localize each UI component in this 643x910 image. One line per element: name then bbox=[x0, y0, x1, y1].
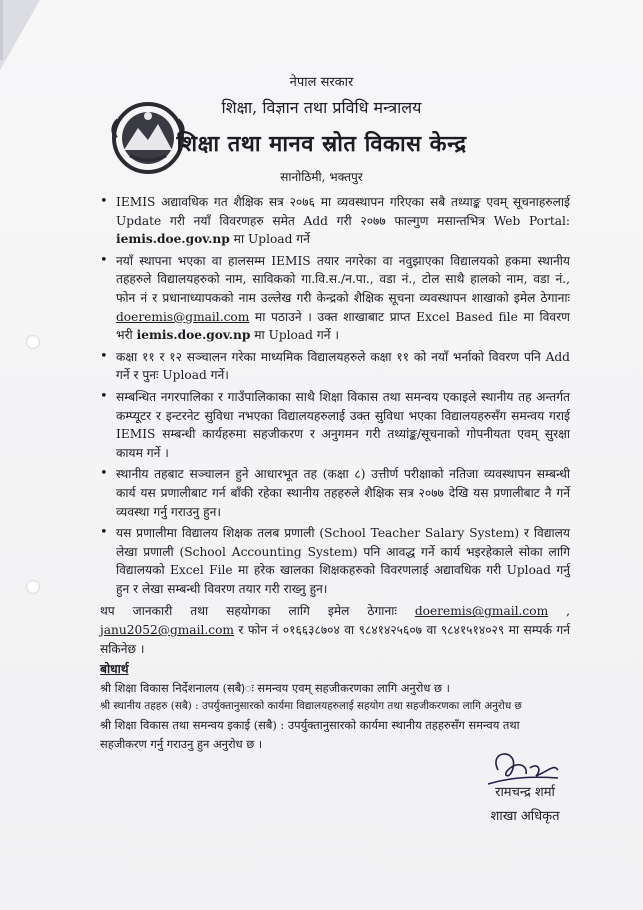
point-text: मा Upload गर्ने । bbox=[250, 328, 339, 343]
point-text: स्थानीय तहबाट सञ्चालन हुने आधारभूत तह (कक्षा ८) उत्तीर्ण परीक्षाको नतिजा व्यवस्थापन सम्बन्धी कार्य यस प्रणालीबाट गर्न बाँकी रहेका स्थानीय तहहरुले शैक्षिक सत्र २०७७ देखि यस प्रणालीबाट नै गर्ने व्यवस्था गर्नु गराउनु हुन। bbox=[116, 467, 570, 519]
contact-paragraph bbox=[100, 602, 570, 658]
list-item bbox=[116, 465, 570, 521]
folded-corner bbox=[0, 0, 40, 70]
email-link[interactable]: janu2052@gmail.com bbox=[100, 623, 234, 638]
letter-body bbox=[100, 193, 570, 753]
list-item bbox=[116, 524, 570, 598]
web-portal-link[interactable]: iemis.doe.gov.np bbox=[136, 328, 251, 343]
list-item bbox=[116, 348, 570, 385]
punch-hole-bottom bbox=[26, 580, 40, 594]
center-name: शिक्षा तथा मानव स्रोत विकास केन्द्र bbox=[176, 131, 467, 157]
point-text: सम्बन्धित नगरपालिका र गाउँपालिकाका साथै शिक्षा विकास तथा समन्वय एकाइले स्थानीय तह अन्तर्गत कम्प्यूटर र इन्टरनेट सुविधा नभएका विद्यालयहरुलाई उक्त सुविधा भएका विद्यालयहरुसँग समन्वय गराई IEMIS सम्बन्धी कार्यहरुमा सहजीकरण र अनुगमन गरी तथ्यांङ्क/सूचनाको गोपनीयता एवम् सुरक्षा कायम गर्ने । bbox=[116, 389, 570, 460]
cc-line: श्री शिक्षा विकास तथा समन्वय इकाई (सबै) : उपर्युक्तानुसारको कार्यमा स्थानीय तहहरुसँग समन्वय तथा सहजीकरण गर्नु गराउनु हुन अनुरोध छ । bbox=[100, 718, 520, 751]
contact-text: थप जानकारी तथा सहयोगका लागि इमेल ठेगानाः bbox=[100, 604, 415, 619]
list-item bbox=[116, 388, 570, 462]
folded-corner-edge bbox=[0, 0, 3, 60]
contact-separator: , bbox=[548, 604, 570, 619]
government-name: नेपाल सरकार bbox=[289, 75, 354, 90]
point-text: IEMIS अद्यावधिक गत शैक्षिक सत्र २०७६ मा व्यवस्थापन गरिएका सबै तथ्याङ्क एवम् सूचनाहरुलाई Update गरी नयाँ विवरणहरु समेत Add गरी २०७७ फाल्गुण मसान्तभित्र Web Portal: bbox=[116, 195, 570, 228]
punch-hole-top bbox=[26, 335, 40, 349]
point-text: मा पठाउने । उक्त शाखाबाट प्राप्त Excel Based file मा विवरण भरी bbox=[116, 309, 570, 343]
ministry-name: शिक्षा, विज्ञान तथा प्रविधि मन्त्रालय bbox=[221, 98, 422, 117]
list-item bbox=[116, 193, 570, 249]
cc-line: श्री स्थानीय तहहरु (सबै) : उपर्युक्तानुसारको कार्यमा विद्यालयहरुलाई सहयोग तथा सहजीकरणका लागि अनुरोध छ bbox=[100, 700, 522, 713]
point-text: नयाँ स्थापना भएका वा हालसम्म IEMIS तयार नगरेका वा नवुझाएका विद्यालयको हकमा स्थानीय तहहरुले विद्यालयहरुको नाम, साविकको गा.वि.स./न.पा., वडा नं., टोल साथै हालको नाम, वडा नं., फोन नं र प्रधानाध्यापकको नाम उल्लेख गरी केन्द्रको शैक्षिक सूचना व्यवस्थापन शाखाको इमेल ठेगानाः bbox=[116, 253, 570, 305]
point-text: यस प्रणालीमा विद्यालय शिक्षक तलब प्रणाली (School Teacher Salary System) र विद्यालय लेखा प्रणाली (School Accounting System) पनि आवद्ध गर्ने कार्य भइरहेकाले सोका लागि विद्यालयको Excel File मा हरेक खालका शिक्षकहरुको विवरणलाई अद्यावधिक गरी Upload गर्नु हुन र लेखा सम्बन्धी विवरण तयार गरी राख्नु हुन। bbox=[116, 526, 570, 596]
web-portal-link[interactable]: iemis.doe.gov.np bbox=[116, 232, 230, 247]
list-item bbox=[116, 252, 570, 345]
instruction-list bbox=[100, 193, 570, 598]
email-link[interactable]: doeremis@gmail.com bbox=[414, 604, 549, 619]
cc-line: श्री शिक्षा विकास निर्देशनालय (सबै)ः समन्वय एवम् सहजीकरणका लागि अनुरोध छ । bbox=[100, 680, 450, 695]
email-link[interactable]: doeremis@gmail.com bbox=[116, 309, 250, 324]
signer-name: रामचन्द्र शर्मा bbox=[495, 785, 555, 800]
cc-title: बोधार्थ bbox=[100, 662, 129, 677]
contact-text: र फोन नं ०१६६३८७०४ वा ९८४१४२५६०७ वा ९८४१५१४०२९ मा सम्पर्क गर्न सकिनेछ । bbox=[100, 623, 570, 656]
signer-title: शाखा अधिकृत bbox=[490, 809, 560, 824]
center-address: सानोठिमी, भक्तपुर bbox=[280, 170, 363, 184]
point-text: कक्षा ११ र १२ सञ्चालन गरेका माध्यमिक विद्यालयहरुले कक्षा ११ को नयाँ भर्नाको विवरण पनि Add गर्ने र पुनः Upload गर्ने। bbox=[116, 349, 570, 383]
point-text: मा Upload गर्ने bbox=[229, 232, 310, 247]
